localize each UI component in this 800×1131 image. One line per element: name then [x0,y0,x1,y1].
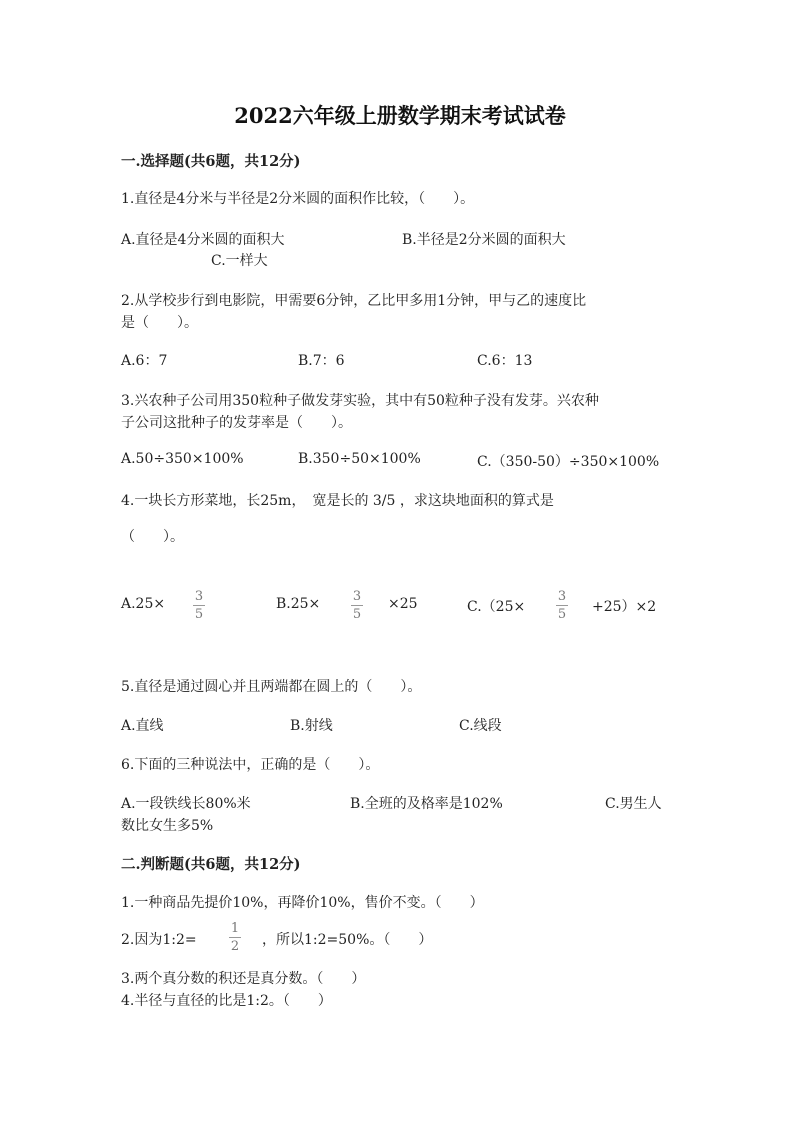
question-1-option-b: B.半径是2分米圆的面积大 [402,232,566,248]
fraction-numerator: 1 [230,921,240,936]
fraction-denominator: 5 [557,607,567,622]
fraction-denominator: 5 [352,607,362,622]
fraction-bar [351,605,363,606]
section-heading-judgment: 二.判断题(共6题，共12分) [121,856,301,873]
question-4-option-c: C.（25× [467,599,526,615]
question-6-option-b: B.全班的及格率是102% [350,796,503,812]
fraction-numerator: 3 [352,589,362,604]
fraction-bar [193,605,205,606]
fraction-bar [556,605,568,606]
question-2-stem-line2: 是（ ）。 [121,315,198,331]
judgment-2: 2.因为1:2= [121,932,197,948]
question-1-option-a: A.直径是4分米圆的面积大 [121,232,285,248]
question-4-option-a: A.25× [121,596,166,612]
question-6-stem: 6.下面的三种说法中，正确的是（ ）。 [121,757,380,773]
question-3-option-c: C.（350-50）÷350×100% [477,454,660,470]
question-5-option-b: B.射线 [290,718,333,734]
question-4-option-a-fraction [193,589,205,622]
judgment-2-suffix: ，所以1:2=50%。（ ） [262,932,433,948]
question-5-option-a: A.直线 [121,718,164,734]
fraction-denominator: 5 [194,607,204,622]
question-4-stem-line2: （ ）。 [121,529,184,545]
page-title: 2022六年级上册数学期末考试试卷 [234,103,566,128]
question-4-stem-line1: 4.一块长方形菜地，长25m， 宽是长的 3/5 ，求这块地面积的算式是 [121,493,554,509]
section-heading-choice: 一.选择题(共6题，共12分) [121,153,301,170]
question-6-option-c-continued: 数比女生多5% [121,818,214,834]
question-2-option-a: A.6：7 [121,353,168,369]
fraction-bar [229,937,241,938]
question-3-stem-line1: 3.兴农种子公司用350粒种子做发芽实验，其中有50粒种子没有发芽。兴农种 [121,393,599,409]
question-4-option-b-fraction [351,589,363,622]
question-4-option-c-fraction [556,589,568,622]
judgment-3: 3.两个真分数的积还是真分数。（ ） [121,971,366,987]
question-6-option-a: A.一段铁线长80%米 [121,796,251,812]
question-2-option-c: C.6：13 [477,353,533,369]
question-4-option-b-suffix: ×25 [388,596,418,612]
fraction-numerator: 3 [194,589,204,604]
judgment-4: 4.半径与直径的比是1:2。（ ） [121,993,332,1009]
question-5-option-c: C.线段 [459,718,502,734]
question-4-option-b: B.25× [276,596,321,612]
judgment-2-fraction [229,921,241,954]
fraction-denominator: 2 [230,939,240,954]
question-3-option-a: A.50÷350×100% [121,451,244,467]
question-4-option-c-suffix: +25）×2 [592,599,657,615]
question-2-option-b: B.7：6 [298,353,345,369]
question-1-stem: 1.直径是4分米与半径是2分米圆的面积作比较，（ ）。 [121,191,475,207]
question-3-stem-line2: 子公司这批种子的发芽率是（ ）。 [121,415,352,431]
question-5-stem: 5.直径是通过圆心并且两端都在圆上的（ ）。 [121,679,422,695]
fraction-numerator: 3 [557,589,567,604]
judgment-1: 1.一种商品先提价10%，再降价10%，售价不变。（ ） [121,895,484,911]
question-3-option-b: B.350÷50×100% [298,451,421,467]
question-1-option-c: C.一样大 [211,253,268,269]
question-2-stem-line1: 2.从学校步行到电影院，甲需要6分钟，乙比甲多用1分钟，甲与乙的速度比 [121,293,587,309]
question-6-option-c: C.男生人 [605,796,662,812]
